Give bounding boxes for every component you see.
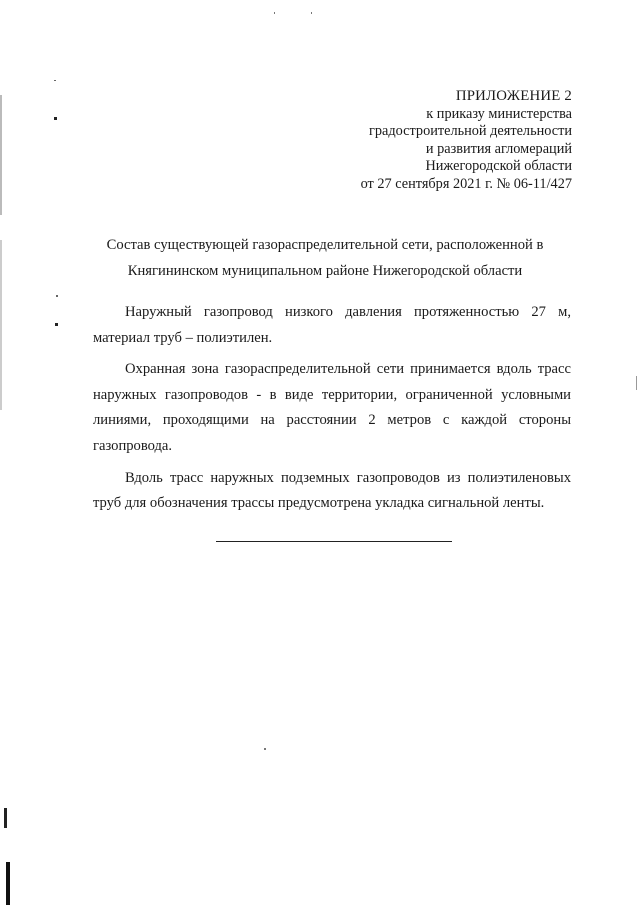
appendix-order-date: от 27 сентября 2021 г. № 06-11/427 [360, 175, 572, 192]
title-line: Княгининском муниципальном районе Нижегородской области [127, 263, 523, 279]
document-body [93, 300, 571, 523]
body-paragraph: Охранная зона газораспределительной сети принимается вдоль трасс наружных газопроводов - в виде территории, ограниченной условными линиями, проходящими на расстоянии 2 метров с каждой стороны газопровода. [93, 361, 571, 454]
scan-edge-mark [0, 240, 2, 410]
scan-edge-mark [0, 95, 2, 215]
appendix-line: и развития агломераций [425, 140, 572, 157]
title-line: Состав существующей газораспределительной сети, расположенной в [106, 237, 544, 253]
scan-speck [54, 80, 56, 81]
scan-edge-mark [6, 862, 10, 905]
scan-speck [55, 323, 58, 326]
scan-edge-mark [636, 376, 637, 390]
body-paragraph: Вдоль трасс наружных подземных газопроводов из полиэтиленовых труб для обозначения трассы предусмотрена укладка сигнальной ленты. [93, 469, 571, 512]
scan-edge-mark [4, 808, 7, 828]
body-paragraph: Наружный газопровод низкого давления протяженностью 27 м, материал труб – полиэтилен. [93, 304, 571, 346]
appendix-line: к приказу министерства [426, 105, 572, 122]
appendix-line: Нижегородской области [425, 158, 572, 175]
scan-speck [54, 117, 57, 120]
document-title [80, 232, 570, 284]
end-divider-line [216, 541, 452, 542]
appendix-line: градостроительной деятельности [369, 123, 572, 140]
scan-speck [264, 748, 266, 750]
scan-speck [274, 12, 275, 14]
appendix-heading: ПРИЛОЖЕНИЕ 2 [455, 88, 572, 104]
scan-speck [311, 12, 312, 14]
scan-speck [56, 295, 58, 297]
appendix-block [361, 88, 572, 194]
